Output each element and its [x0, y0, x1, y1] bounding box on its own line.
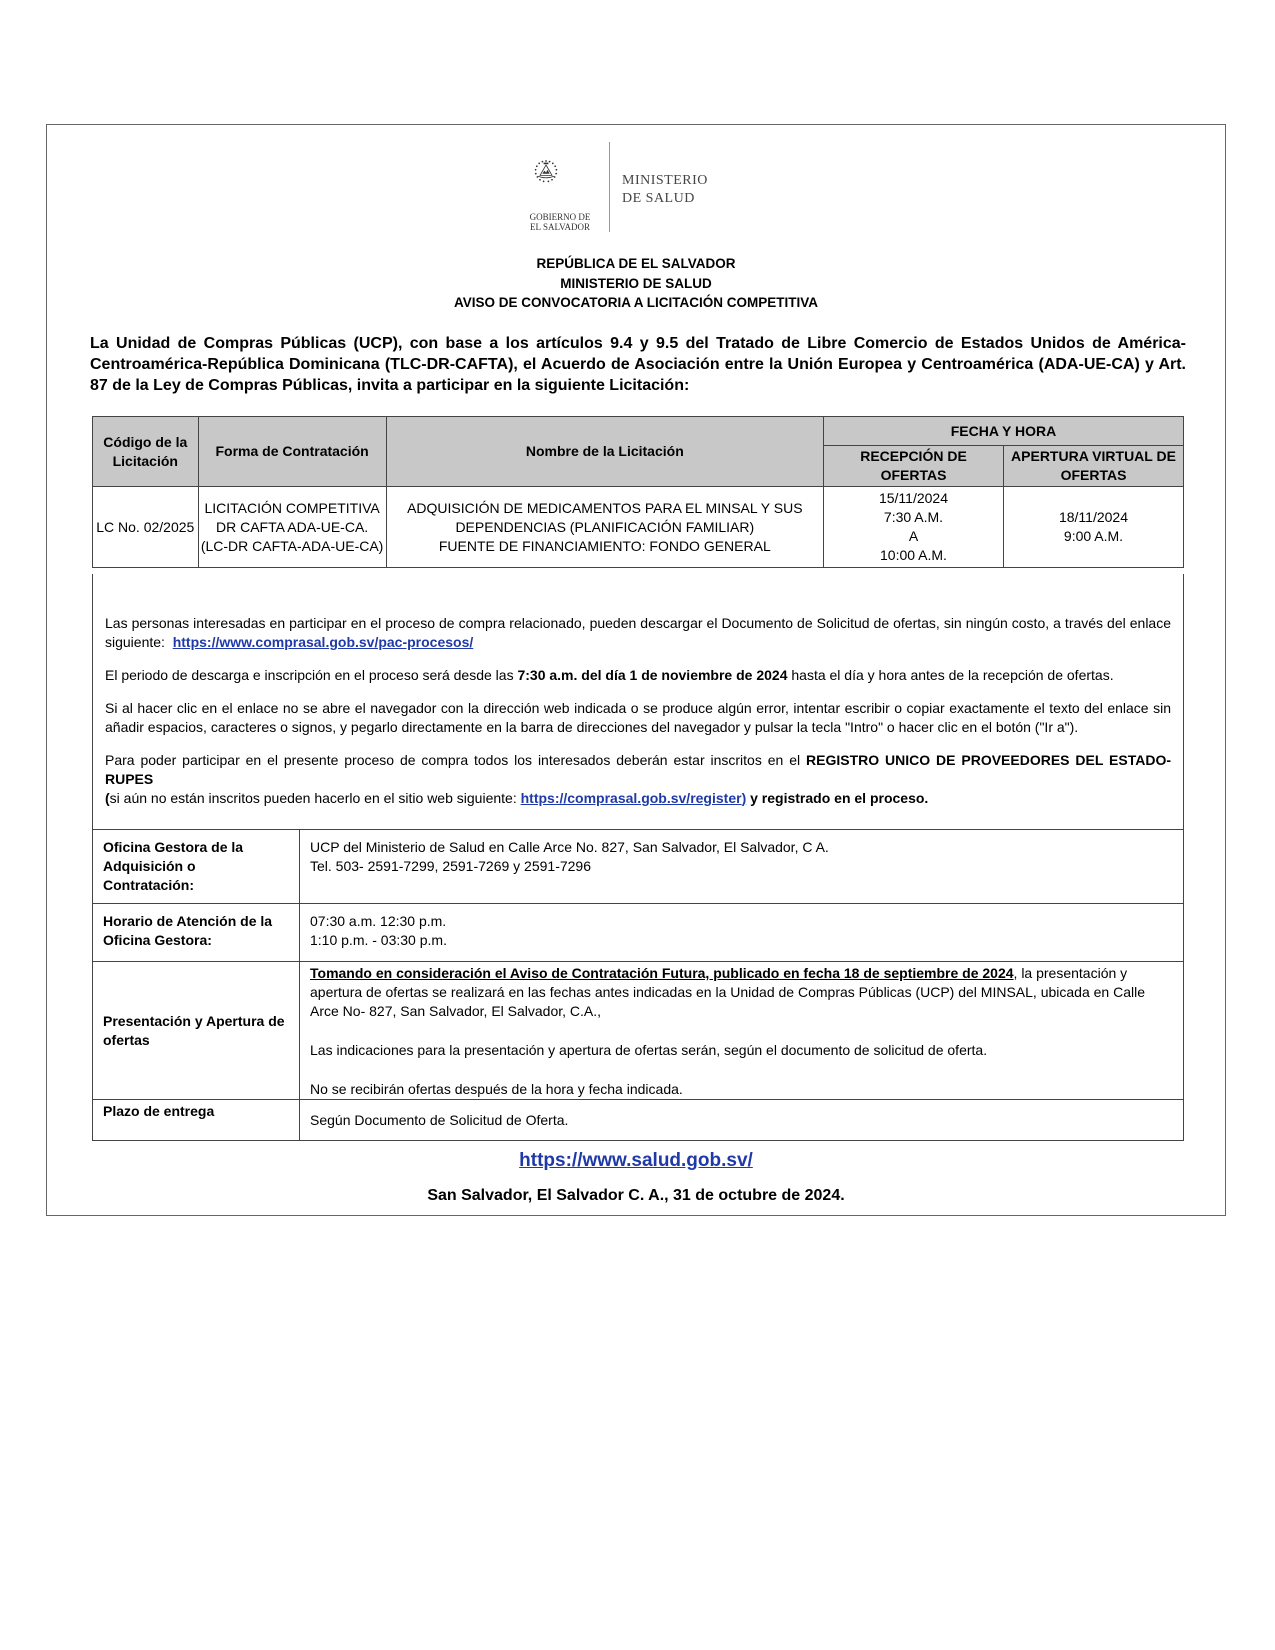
presentacion-p2: Las indicaciones para la presentación y apertura de ofertas serán, según el documento de solicitud de oferta.	[310, 1042, 988, 1058]
info-p4-bold: REGISTRO UNICO DE PROVEEDORES DEL ESTADO-RUPES	[105, 752, 1172, 787]
presentacion-label: Presentación y Apertura de ofertas	[93, 962, 300, 1100]
info-p2-a: El periodo de descarga e inscripción en el proceso será desde las	[105, 667, 514, 683]
header-fecha-hora: FECHA Y HORA	[824, 417, 1184, 446]
oficina-line2: Tel. 503- 2591-7299, 2591-7269 y 2591-7296	[310, 858, 591, 874]
info-p4-open: (	[105, 790, 110, 806]
oficina-value	[300, 830, 1184, 904]
nombre-line2: FUENTE DE FINANCIAMIENTO: FONDO GENERAL	[438, 537, 771, 554]
cell-codigo: LC No. 02/2025	[93, 487, 199, 568]
info-paragraph-2	[105, 666, 1171, 685]
cell-forma: LICITACIÓN COMPETITIVA DR CAFTA ADA-UE-CA. (LC-DR CAFTA-ADA-UE-CA)	[198, 487, 386, 568]
info-p1-text: Las personas interesadas en participar en el proceso de compra relacionado, pueden descargar el Documento de Solicitud de ofertas, sin ningún costo, a través del enlace siguiente:	[105, 615, 1171, 650]
recepcion-date: 15/11/2024	[878, 490, 948, 506]
info-paragraph-1	[105, 614, 1171, 652]
recepcion-sep: A	[908, 528, 919, 544]
presentacion-value	[300, 962, 1184, 1100]
header-recepcion: RECEPCIÓN DE OFERTAS	[824, 446, 1004, 487]
info-paragraph-4	[105, 751, 1171, 808]
horario-line1: 07:30 a.m. 12:30 p.m.	[310, 913, 447, 929]
info-p4-c: y registrado en el proceso.	[750, 790, 929, 806]
header-line2: MINISTERIO DE SALUD	[560, 276, 712, 291]
ministry-name	[622, 172, 708, 208]
cell-apertura	[1003, 487, 1183, 568]
header-codigo: Código de la Licitación	[93, 417, 199, 487]
oficina-line1: UCP del Ministerio de Salud en Calle Arce No. 827, San Salvador, El Salvador, C A.	[310, 839, 829, 855]
footer-link-wrap	[46, 1150, 1226, 1172]
header-apertura: APERTURA VIRTUAL DE OFERTAS	[1003, 446, 1183, 487]
pac-procesos-link[interactable]: https://www.comprasal.gob.sv/pac-procesos/	[172, 634, 474, 650]
logo-caption	[520, 212, 600, 232]
el-salvador-coat-of-arms-icon	[530, 142, 610, 212]
table-row	[93, 962, 1184, 1100]
logo-divider	[609, 142, 610, 232]
plazo-label: Plazo de entrega	[93, 1100, 300, 1141]
presentacion-p1	[310, 964, 1173, 1021]
info-p4-b: si aún no están inscritos pueden hacerlo en el sitio web siguiente:	[109, 790, 517, 806]
presentacion-p1-bold: Tomando en consideración el Aviso de Contratación Futura, publicado en fecha 18 de septiembre de 2024	[310, 965, 1014, 981]
oficina-label: Oficina Gestora de la Adquisición o Contratación:	[93, 830, 300, 904]
header-forma: Forma de Contratación	[198, 417, 386, 487]
horario-label: Horario de Atención de la Oficina Gestora:	[93, 904, 300, 962]
logo-caption-line2: EL SALVADOR	[530, 222, 590, 232]
apertura-time: 9:00 A.M.	[1063, 528, 1124, 544]
presentacion-p1-rest: , la presentación y apertura de ofertas se realizará en las fechas antes indicadas en la Unidad de Compras Públicas (UCP) del MINSAL, ubicada en Calle Arce No- 827, San Salvador, El Salvador, C.A.,	[310, 965, 1146, 1019]
apertura-date: 18/11/2024	[1058, 509, 1128, 525]
recepcion-time2: 10:00 A.M.	[880, 547, 947, 563]
presentacion-p3: No se recibirán ofertas después de la hora y fecha indicada.	[310, 1081, 683, 1097]
info-p4-close: )	[741, 790, 747, 806]
ministry-line1: MINISTERIO	[622, 173, 708, 188]
header-nombre: Nombre de la Licitación	[386, 417, 823, 487]
details-table	[92, 829, 1184, 1141]
info-p4-a: Para poder participar en el presente proceso de compra todos los interesados deberán estar inscritos en el	[105, 752, 801, 768]
intro-paragraph: La Unidad de Compras Públicas (UCP), con base a los artículos 9.4 y 9.5 del Tratado de Libre Comercio de Estados Unidos de América-Centroamérica-República Dominicana (TLC-DR-CAFTA), el Acuerdo de Asociación entre la Unión Europea y Centroamérica (ADA-UE-CA) y Art. 87 de la Ley de Compras Públicas, invita a participar en la siguiente Licitación:	[90, 335, 1186, 394]
register-link[interactable]: https://comprasal.gob.sv/register	[520, 790, 742, 806]
info-paragraph-3: Si al hacer clic en el enlace no se abre el navegador con la dirección web indicada o se produce algún error, intentar escribir o copiar exactamente el texto del enlace sin añadir espacios, caracteres o signos, y pegarlo directamente en la barra de direcciones del navegador y pulsar la tecla "Intro" o hacer clic en el botón ("Ir a").	[105, 700, 1171, 735]
table-header-row	[93, 417, 1184, 446]
footer-date: San Salvador, El Salvador C. A., 31 de octubre de 2024.	[427, 1187, 845, 1204]
header-line1: REPÚBLICA DE EL SALVADOR	[536, 256, 736, 271]
info-box	[92, 574, 1184, 830]
nombre-line1: ADQUISICIÓN DE MEDICAMENTOS PARA EL MINSAL Y SUS DEPENDENCIAS (PLANIFICACIÓN FAMILIAR)	[407, 499, 803, 535]
table-row	[93, 1100, 1184, 1141]
info-p2-b: hasta el día y hora antes de la recepción de ofertas.	[791, 667, 1114, 683]
cell-recepcion	[824, 487, 1004, 568]
recepcion-time1: 7:30 A.M.	[883, 509, 944, 525]
horario-line2: 1:10 p.m. - 03:30 p.m.	[310, 932, 447, 948]
table-row	[93, 904, 1184, 962]
table-row	[93, 487, 1184, 568]
info-p2-bold: 7:30 a.m. del día 1 de noviembre de 2024	[517, 667, 788, 683]
header-line3: AVISO DE CONVOCATORIA A LICITACIÓN COMPETITIVA	[453, 295, 818, 310]
salud-website-link[interactable]: https://www.salud.gob.sv/	[519, 1150, 753, 1171]
ministry-line2: DE SALUD	[622, 191, 695, 206]
cell-nombre	[386, 487, 823, 568]
licitacion-table	[92, 416, 1184, 568]
logo-caption-line1: GOBIERNO DE	[529, 212, 591, 222]
table-row	[93, 830, 1184, 904]
horario-value	[300, 904, 1184, 962]
plazo-value: Según Documento de Solicitud de Oferta.	[300, 1100, 1184, 1141]
